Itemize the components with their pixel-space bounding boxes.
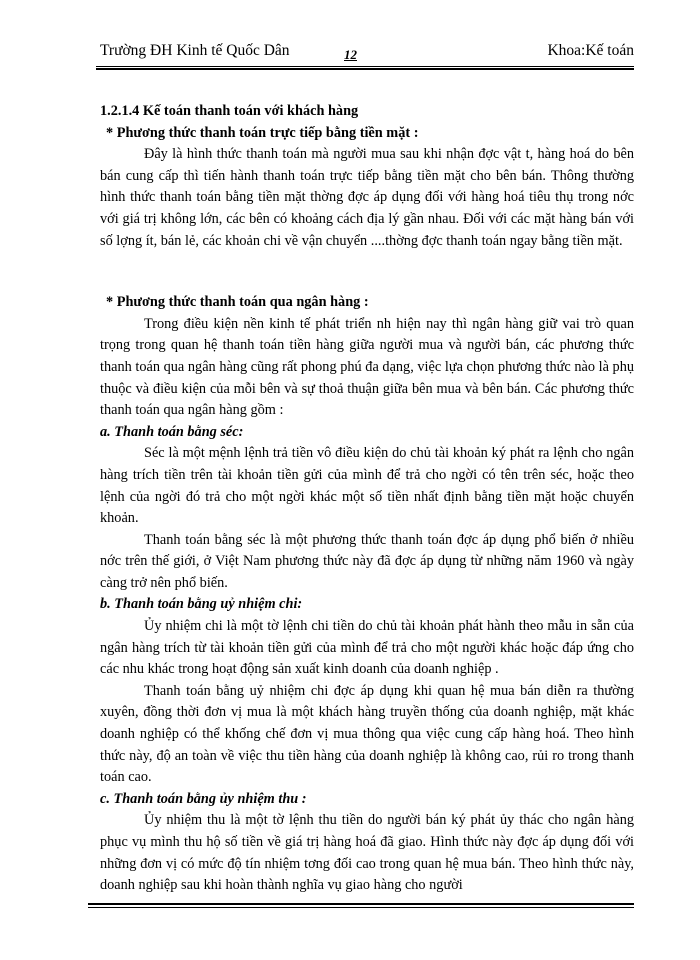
payment-order-title: b. Thanh toán bằng uỷ nhiệm chi: xyxy=(100,596,303,613)
header-university: Trường ĐH Kinh tế Quốc Dân xyxy=(100,42,290,59)
document-body xyxy=(100,101,634,897)
payment-order-paragraph-2: Thanh toán bằng uỷ nhiệm chi đợc áp dụng khi quan hệ mua bán diễn ra thường xuyên, đồng thời đơn vị mua là một khách hàng truyền thống của doanh nghiệp, mặt khác doanh nghiệp có thể khống chế đơn vị mua thông qua việc cung cấp hàng hoá. Theo hình thức này, độ an toàn về việc thu tiền hàng của doanh nghiệp là không cao, rủi ro trong thanh toán cao. xyxy=(100,682,634,786)
collection-order-title: c. Thanh toán bằng ủy nhiệm thu : xyxy=(100,790,307,807)
header-page-number: 12 xyxy=(344,47,357,62)
header-rule-thin xyxy=(96,66,634,67)
cheque-paragraph-2: Thanh toán bằng séc là một phương thức thanh toán đợc áp dụng phổ biến ở nhiều nớc trên thế giới, ở Việt Nam phương thức này đã đợc áp dụng từ những năm 1960 và ngày càng trở nên phổ biến. xyxy=(100,531,634,591)
bank-payment-title: * Phương thức thanh toán qua ngân hàng : xyxy=(106,294,369,311)
cash-payment-title: * Phương thức thanh toán trực tiếp bằng tiền mặt : xyxy=(106,124,419,141)
header-rule-thick xyxy=(96,68,634,70)
cash-payment-paragraph: Đây là hình thức thanh toán mà người mua sau khi nhận đợc vật t, hàng hoá do bên bán cung cấp thì tiến hành thanh toán trực tiếp bằng tiền mặt cho bên bán. Thông thường hình thức thanh toán bằng tiền mặt thờng đợc áp dụng đối với hàng hoá tiêu thụ trong nớc với giá trị không lớn, các bên có khoảng cách địa lý gần nhau. Đối với các mặt hàng bán với số lợng ít, bán lẻ, các khoản chi về vận chuyển ....thờng đợc thanh toán ngay bằng tiền mặt. xyxy=(100,146,634,249)
cheque-paragraph-1: Séc là một mệnh lệnh trả tiền vô điều kiện do chủ tài khoản ký phát ra lệnh cho ngân hàng trích tiền trên tài khoản tiền gửi của mình để trả cho ngời có tên trên séc, hoặc theo lệnh của ngời đó trả cho một ngời khác một số tiền nhất định bằng tiền mặt hoặc chuyển khoản. xyxy=(100,445,634,527)
payment-order-paragraph-1: Ủy nhiệm chi là một tờ lệnh chi tiền do chủ tài khoản phát hành theo mẫu in sẵn của ngân hàng trích từ tài khoản tiền gửi của mình để trả cho một người khác hoặc đáp ứng cho các nhu khác trong hoạt động sản xuất kinh doanh của doanh nghiệp . xyxy=(100,618,634,678)
footer-rule-thick xyxy=(88,903,634,905)
header-faculty: Khoa:Kế toán xyxy=(547,42,634,59)
bank-payment-paragraph: Trong điều kiện nền kinh tế phát triển nh hiện nay thì ngân hàng giữ vai trò quan trọng trong quan hệ thanh toán tiền hàng giữa người mua và người bán, các phương thức thanh toán qua ngân hàng cũng rất phong phú đa dạng, việc lựa chọn phương thức nào là phụ thuộc và điều kiện của mỗi bên và sự thoả thuận giữa bên mua và bên bán. Các phương thức thanh toán qua ngân hàng gồm : xyxy=(100,315,634,419)
spacer xyxy=(100,252,634,292)
collection-order-paragraph-1: Ủy nhiệm thu là một tờ lệnh thu tiền do người bán ký phát ủy thác cho ngân hàng phục vụ mình thu hộ số tiền về giá trị hàng hoá đã giao. Hình thức này đợc áp dụng đối với những đơn vị có mức độ tín nhiệm tơng đối cao trong quan hệ mua bán. Theo hình thức này, doanh nghiệp sau khi hoàn thành nghĩa vụ giao hàng cho người xyxy=(100,812,634,894)
page-header xyxy=(100,40,634,66)
section-title: 1.2.1.4 Kế toán thanh toán với khách hàng xyxy=(100,103,359,119)
cheque-title: a. Thanh toán bằng séc: xyxy=(100,423,244,440)
footer-rule-thin xyxy=(88,907,634,908)
